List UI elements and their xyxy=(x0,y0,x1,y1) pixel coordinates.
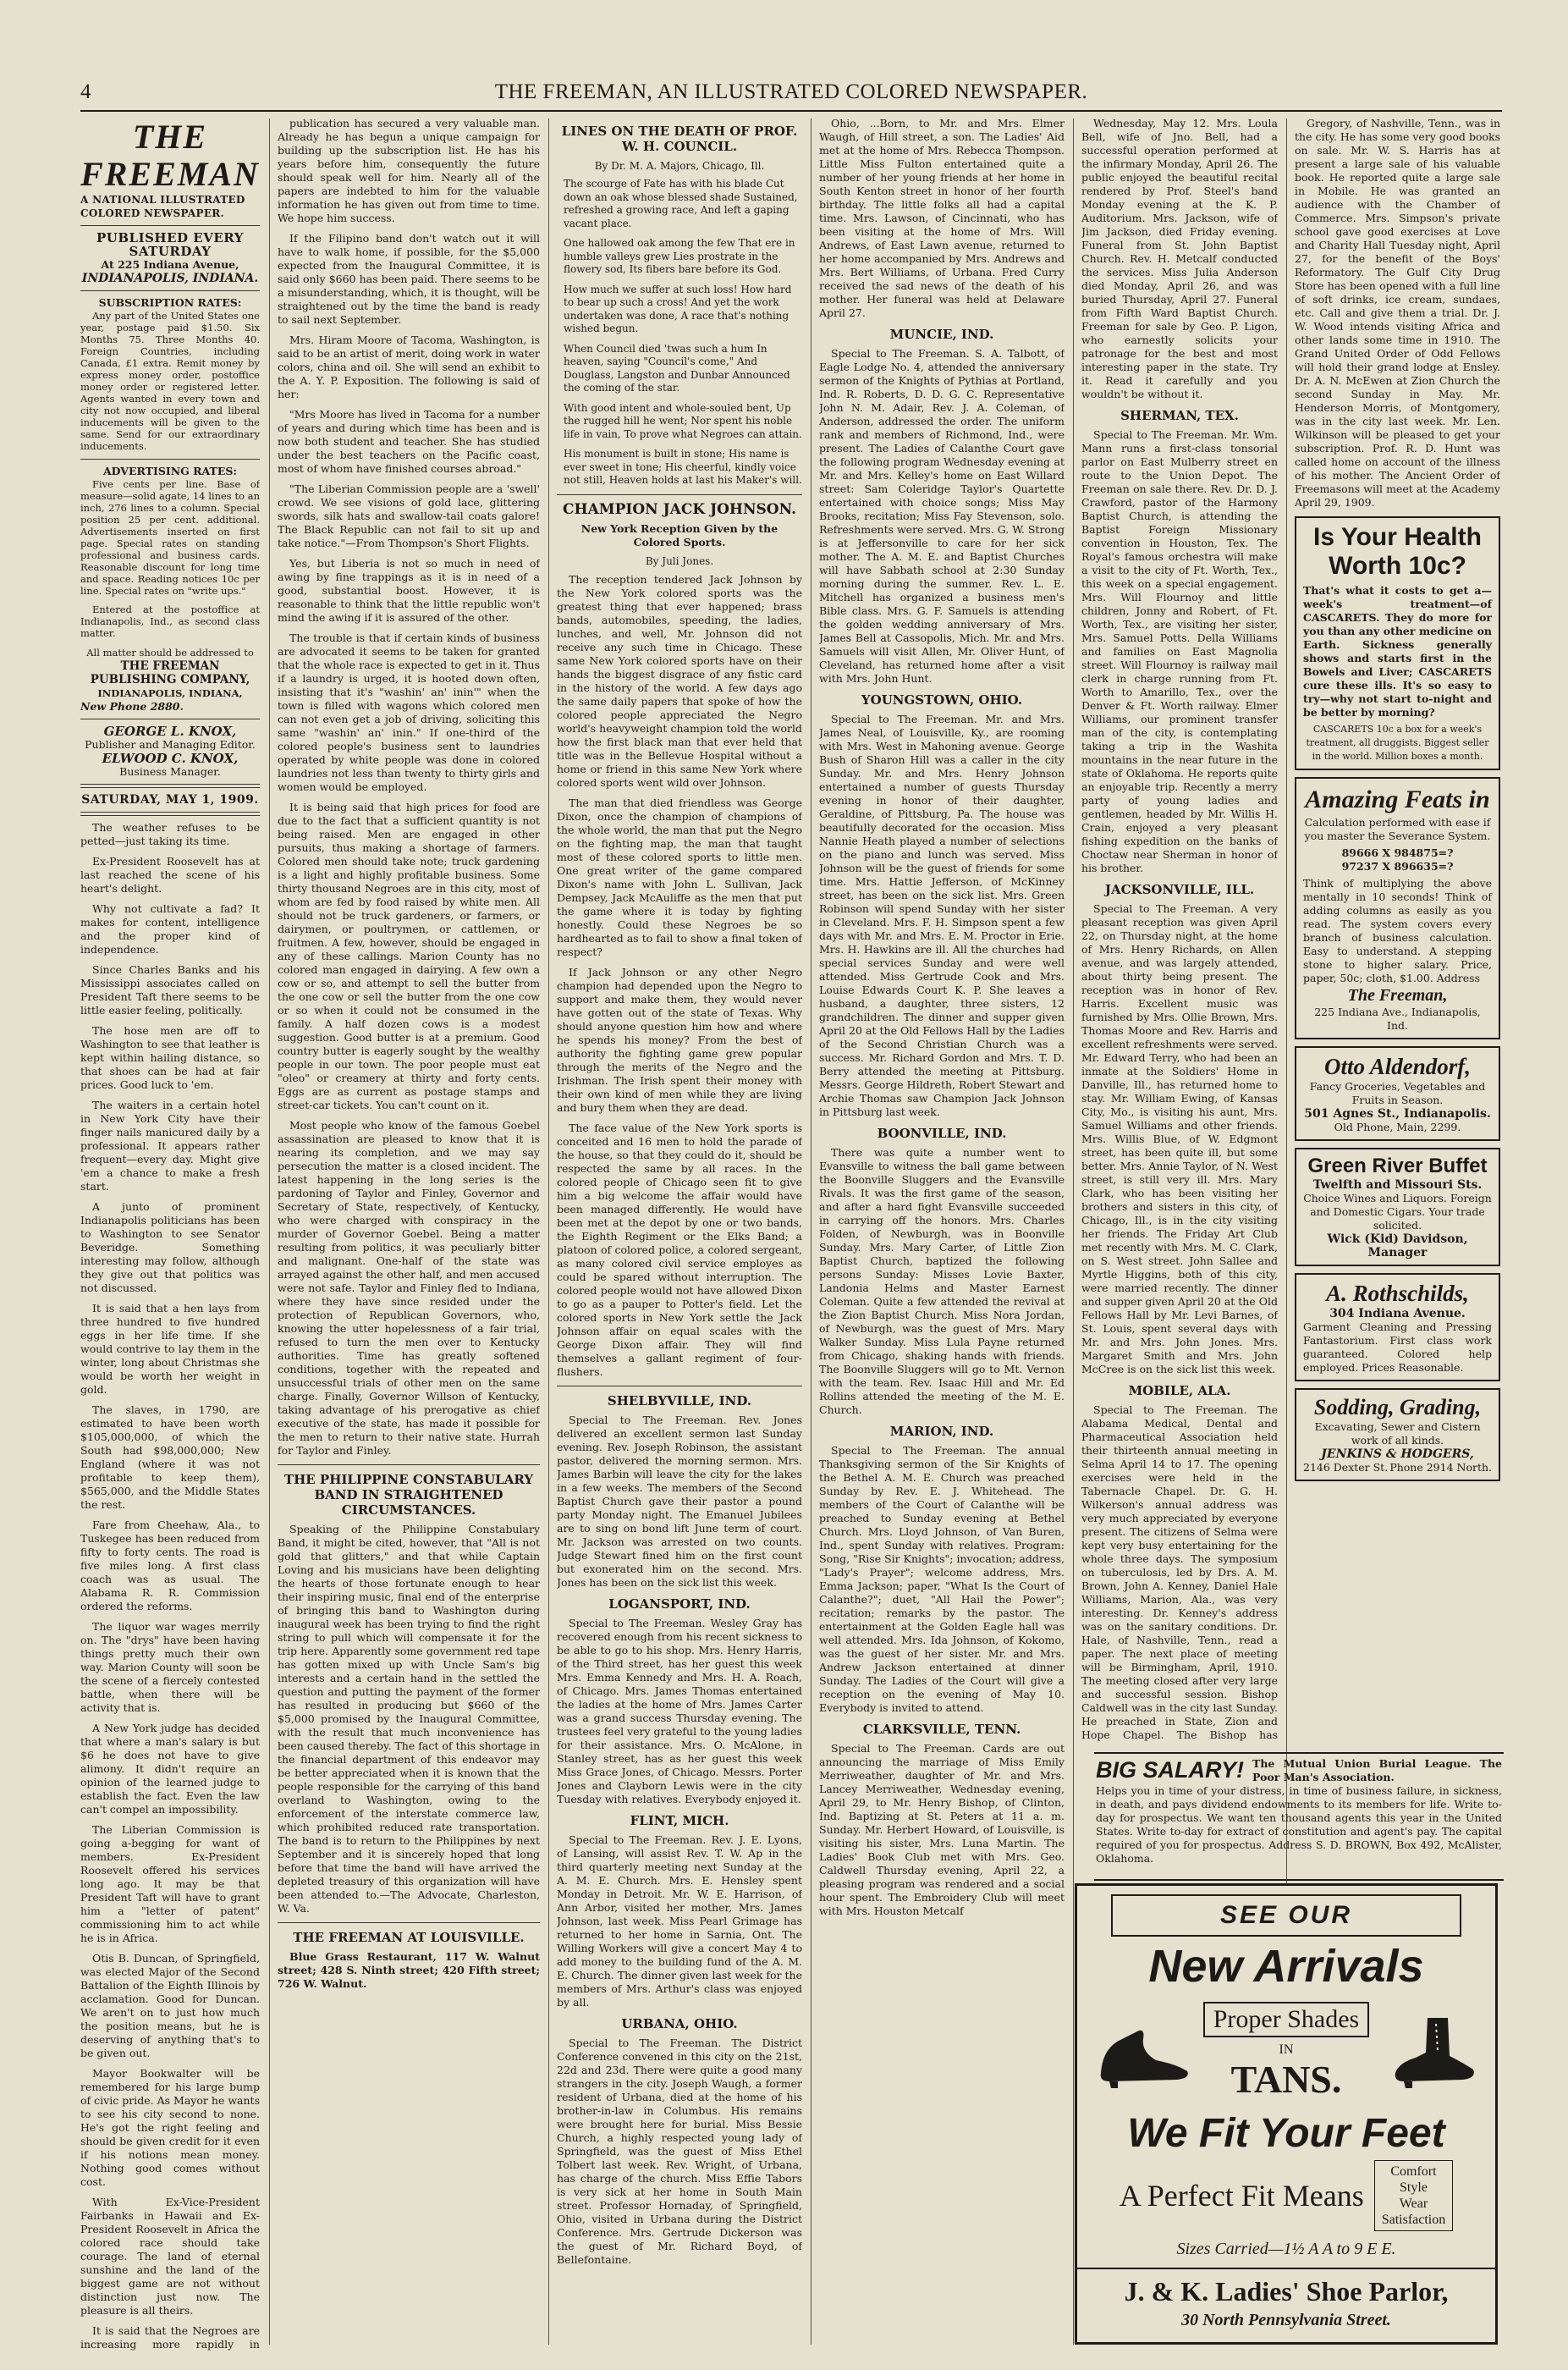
column-rule xyxy=(269,118,270,2345)
shoe-shades-line-1: Proper Shades xyxy=(1203,2002,1369,2037)
flint-headline: FLINT, MICH. xyxy=(630,1812,729,1828)
jack-johnson-headline: CHAMPION JACK JOHNSON. xyxy=(563,500,796,518)
marion-article: Special to The Freeman. The annual Thanksgiving sermon of the Sir Knights of the Bethel A. M. E. Church was preached Sunday by Rev. E. J. Whitehead. The members of the Court of Calanthe will be preached to Sunday evening at Bethel Church. Mrs. Lloyd Johnson, of Van Buren, Ind., spent Sunday with relatives. Program: Song, "Rise Sir Knights"; invocation; address, "Lady's Prayer"; welcome address, Mrs. Emma Jackson; paper, "What Is the Court of Calanthe?"; duet, "All Hail the Power"; recitation; remarks by the pastor. The entertainment at the Golden Eagle hall was well attended. Mrs. Ida Johnson, of Kokomo, was the guest of her sister. Mr. and Mrs. Andrew Jackson entertained at dinner Sunday. The Ladies of the Court will give a reception on the evening of May 10. Everybody is invited to attend. xyxy=(819,1444,1065,1714)
advertising-heading: ADVERTISING RATES: xyxy=(102,465,238,477)
column-6 xyxy=(1295,117,1500,1742)
header-rule xyxy=(80,110,1502,112)
column-4 xyxy=(819,117,1065,2351)
shoe-shades-line-2: IN xyxy=(1279,2042,1294,2057)
masthead-city: INDIANAPOLIS, INDIANA. xyxy=(81,272,259,285)
louisville-agents: Blue Grass Restaurant, 117 W. Walnut street; 428 S. Ninth street; 420 Fifth street; 726 W. Walnut. xyxy=(278,1950,540,1990)
shoe-benefits xyxy=(1374,2160,1454,2231)
buffet-name: Green River Buffet xyxy=(1307,1155,1488,1177)
masthead-name: THE FREEMAN xyxy=(80,118,260,193)
sodding-ad xyxy=(1295,1388,1500,1481)
paragraph: With Ex-Vice-President Fairbanks in Hawaii and Ex-President Roosevelt in Africa the colored race should take courage. The land of eternal sunshine and the land of the biggest game are not without distinction just now. The pleasure is all theirs. xyxy=(80,2196,260,2317)
editor-name: GEORGE L. KNOX, xyxy=(103,724,237,739)
youngstown-article: Special to The Freeman. Mr. and Mrs. James Neal, of Louisville, Ky., are rooming with Mrs. West in Mahoning avenue. George Bush of Sharon Hill was a caller in the city Sunday. Mr. and Mrs. Henry Johnson entertained a number of guests Thursday evening in honor of their daughter, Geraldine, of Pittsburg, Pa. The house was beautifully decorated for the occasion. Miss Nannie Heath played a number of selections on the piano and lunch was served. Miss Johnson will be the guest of friends for some time. Mrs. Hattie Jefferson, of McKinney street, has been on the sick list. Mrs. Green Robinson will spend Sunday with her sister in Cleveland. Mrs. F. H. Simpson spent a few days with Mr. and Mrs. E. M. Proctor in Erie. Mrs. H. Hawkins are ill. All the churches had special services Sunday and were well attended. Miss Gertrude Cook and Mrs. Louise Edwards Court K. P. She leaves a husband, a daughter, three sisters, 12 grandchildren. The dinner and supper given April 20 at the Old Fellows Hall by the Ladies of the Second Christian Church was a success. Mr. Richard Gordon and Mrs. T. D. Berry attended the meeting at Pittsburg. Messrs. George Hildreth, Robert Stewart and Archie Thomas saw Champion Jack Johnson in Pittsburg last week. xyxy=(819,713,1065,1118)
shoe-benefit: Satisfaction xyxy=(1381,2213,1446,2227)
severance-paper: The Freeman, xyxy=(1347,986,1448,1005)
shoe-icon xyxy=(1092,2014,1194,2090)
divider xyxy=(80,225,260,226)
youngstown-headline: YOUNGSTOWN, OHIO. xyxy=(861,692,1023,708)
aldendorf-ad xyxy=(1295,1046,1500,1141)
column-1 xyxy=(80,117,260,2351)
paragraph: Yes, but Liberia is not so much in need of awing by fine trappings as it is in need of a good, substantial boost. However, it is reasonable to think that the little republic won't mind the awing if it is assured of the other. xyxy=(278,557,540,624)
aldendorf-text: Fancy Groceries, Vegetables and Fruits in Season. xyxy=(1309,1080,1486,1106)
paragraph: The waiters in a certain hotel in New York City have their finger nails manicured daily by a professional. It appears rather frequent—every day. Might give 'em a chance to make a fresh start. xyxy=(80,1099,260,1193)
column-3 xyxy=(557,117,802,2351)
constabulary-headline: THE PHILIPPINE CONSTABULARY BAND IN STRAIGHTENED CIRCUMSTANCES. xyxy=(283,1472,534,1518)
shoe-fit-slogan: We Fit Your Feet xyxy=(1127,2111,1445,2156)
buffet-address: Twelfth and Missouri Sts. xyxy=(1312,1178,1483,1192)
poem-stanza: One hallowed oak among the few That ere in humble valleys grew Lies prostrate in the flowery sod, Its fibers bare before its God. xyxy=(564,237,795,275)
severance-address: 225 Indiana Ave., Indianapolis, Ind. xyxy=(1314,1006,1481,1032)
mail-note: All matter should be addressed to xyxy=(86,647,254,659)
divider xyxy=(80,459,260,460)
paragraph: Most people who know of the famous Goebel assassination are pleased to know that it is nearing its completion, and we may say persecution the matter is a closed incident. The latest happening in the long series is the pardoning of Taylor and Finley, Governor and Secretary of State, respectively, of Kentucky, who were charged with conspiracy in the murder of Governor Goebel. Being a matter resulting from politics, it was peculiarly bitter and malignant. One-half of the state was arrayed against the other half, and men accused were not safe. Taylor and Finley fled to Indiana, where they have since resided under the protection of Republican Governors, who, knowing the utter hopelessness of a fair trial, refused to turn the men over to Kentucky authorities. Time has greatly softened conditions, together with the repeated and unsuccessful trials of other men on the same charge. Finally, Governor Willson of Kentucky, taking advantage of his prerogative as chief executive of the state, has made it possible for the men to return to their native state. Hurrah for Taylor and Finley. xyxy=(278,1119,540,1457)
shoe-illustration-row xyxy=(1077,1992,1495,2111)
column-5 xyxy=(1081,117,1278,1742)
aldendorf-address: 501 Agnes St., Indianapolis. xyxy=(1304,1107,1491,1121)
column-rule xyxy=(811,118,812,2345)
mobile-article: Special to The Freeman. The Alabama Medical, Dental and Pharmaceutical Association held their thirteenth annual meeting in Selma April 14 to 17. The opening exercises were held in the Tabernacle Chapel. Dr. G. H. Wilkerson's annual address was very much appreciated by everyone present. The citizens of Selma were kept very busy entertaining for the whole three days. The symposium on tuberculosis, led by Drs. A. M. Brown, John A. Kenney, Daniel Hale Williams, Marion, Ala., was very interesting. Dr. Kenney's address was on the sanitary conditions. Dr. Hale, of Nashville, Tenn., read a paper. The next place of meeting will be Birmingham, April, 1910. The meeting closed after very large and successful session. Bishop Caldwell was in the city last Sunday. He preached in State, Zion and Hope Chapel. The Bishop has xyxy=(1081,1403,1278,1741)
buffet-ad xyxy=(1295,1148,1500,1266)
shelbyville-headline: SHELBYVILLE, IND. xyxy=(607,1392,752,1408)
paragraph: The reception tendered Jack Johnson by the New York colored sports was the greatest thing that ever happened; brass bands, automobiles, speeding, the ladies, lunches, and well, Mr. Johnson did not receive any such time in Chicago. These same New York colored sports have on their hands the biggest disgrace of any fistic card in the history of the world. A few days ago the same daily papers that spoke of how the colored people appreciated the Negro world's heavyweight champion told the world how the first black man that ever held that title was in the Bellevue Hospital without a home or friend in this same New York where colored sports went wild over Johnson. xyxy=(557,572,802,789)
paragraph: It is said that a hen lays from three hundred to five hundred eggs in her life time. If she would contrive to lay them in the winter, long about Christmas she would be worth her weight in gold. xyxy=(80,1302,260,1396)
paragraph: The hose men are off to Washington to see that leather is kept within hailing distance, so that shoes can be had at fair prices. Good luck to 'em. xyxy=(80,1024,260,1091)
divider xyxy=(80,784,260,788)
clarksville-article: Special to The Freeman. Cards are out announcing the marriage of Miss Emily Merriweather, daughter of Mr. and Mrs. Lancey Merriweather, Wednesday evening, April 29, to Mr. Henry Bishop, of Clinton, Ind. Baptizing at St. Peters at 11 a. m. Sunday. Mr. Herbert Howard, of Louisville, is visiting his sister, Mrs. Luna Martin. The Ladies' Book Club met with Mrs. Geo. Caldwell Thursday evening, April 22, a pleasing program was rendered and a social hour spent. The Embroidery Club will meet with Mrs. Houston Metcalf xyxy=(819,1742,1065,1917)
poem-stanza: With good intent and whole-souled bent, Up the rugged hill he went; Nor spent his noble life in vain, To prove what Negroes can attain. xyxy=(564,401,802,440)
salary-ad xyxy=(1094,1752,1504,1881)
shoe-shades xyxy=(1203,2002,1369,2102)
boonville-article: There was quite a number went to Evansville to witness the ball game between the Boonville Sluggers and the Evansville Rivals. It was the first game of the season, and after a hard fight Evansville succeeded in carrying off the honors. Mrs. Charles Folden, of Newburgh, was in Boonville Sunday. Mrs. Mary Carter, of Little Zion Baptist Church, baptized the following persons Sunday: Misses Lovie Baxter, Landonia Helms and Master Earnest Coleman. Quite a few attended the revival at the Zion Baptist Church. Miss Nora Jordan, of Newburgh, was the guest of Mrs. Mary Walker Sunday. Miss Lula Payne returned from Chicago, shaking hands with friends. The Boonville Sluggers will go to Mt. Vernon with the team. Rev. Isaac Hill and Mr. Ed Rollins attended the meeting of the M. E. Church. xyxy=(819,1146,1065,1416)
cascarets-ad xyxy=(1295,516,1500,770)
paragraph: Mayor Bookwalter will be remembered for his large bump of civic pride. As Mayor he wants to see his city second to none. He's got the right feeling and should be given credit for it even if his notions mean money. Nothing good comes without cost. xyxy=(80,2067,260,2188)
divider xyxy=(557,494,802,495)
page-number: 4 xyxy=(80,80,91,103)
paragraph: It is being said that high prices for food are due to the fact that a sufficient quantity is not being raised. Men are engaged in other pursuits, thus making a shortage of farmers. Colored men should take note; truck gardening is a light and highly profitable business. Some thirty thousand Negroes are in this city, most of whom are fed by food raised by white men. All should not be truck gardeners, or farmers, or dairymen, or poultrymen, or cattlemen, or fruitmen. A few, however, should be engaged in any of these callings. Marion County has no colored man engaged in dairying. A few own a cow or so, and attempt to sell the butter from the one cow or sell the butter from the one cow or so when it could not be consumed in the family. A half dozen cows is a modest suggestion. Good butter is at a premium. Good country butter is eagerly sought by the wealthy people in our town. The poor people must eat "oleo" or creamery at thirty and forty cents. Eggs are as current as postage stamps and street-car tickets. You can't count on it. xyxy=(278,801,540,1111)
company-phone: New Phone 2880. xyxy=(80,700,184,713)
published-line: PUBLISHED EVERY SATURDAY xyxy=(96,230,244,259)
column-rule xyxy=(548,118,549,2345)
paragraph: Otis B. Duncan, of Springfield, was elected Major of the Second Battalion of the Eighth Illinois by acclamation. Good for Duncan. We aren't on to just how much the position means, but he is deserving of anything that's to be given out. xyxy=(80,1952,260,2059)
urbana-headline: URBANA, OHIO. xyxy=(621,2015,738,2031)
muncie-headline: MUNCIE, IND. xyxy=(889,327,994,342)
column-2 xyxy=(278,117,540,2351)
paragraph: "Mrs Moore has lived in Tacoma for a number of years and during which time has been and is now both student and teacher. She has studied under the best teachers on the Pacific coast, most of whom have finished courses abroad." xyxy=(278,408,540,475)
rothschild-text: Garment Cleaning and Pressing Fantastorium. First class work guaranteed. Colored help employed. Prices Reasonable. xyxy=(1303,1320,1492,1374)
logansport-article: Special to The Freeman. Wesley Gray has recovered enough from his recent sickness to be able to go to his shop. Mrs. Henry Harris, of the Third street, has her guest this week Mrs. Emma Kennedy and Mrs. H. A. Roach, of Chicago. Mrs. James Thomas entertained the ladies at the home of Mrs. James Carter was a grand success Thursday evening. The trustees feel very grateful to the young ladies for their assistance. Mrs. O. McAlone, in Stanley street, has as her guest this week Miss Grace Jones, of Chicago. Messrs. Porter Jones and Clayborn Lewis were in the city Tuesday with relatives. Everybody enjoyed it. xyxy=(557,1616,802,1805)
running-head xyxy=(80,78,1502,107)
column-rule xyxy=(1073,118,1074,2345)
shoe-perfect-text: A Perfect Fit Means xyxy=(1119,2179,1364,2213)
shelbyville-article: Special to The Freeman. Rev. Jones delivered an excellent sermon last Sunday evening. Rev. Joseph Robinson, the assistant pastor, delivered the morning sermon. Mrs. James Barbin will leave the city for the lakes in a few weeks. The members of the Second Baptist Church gave their pastor a pound party Monday night. The Emanuel Jubilees are to sing on bond lift June term of court. Mr. Jackson was arrested on two counts. Judge Stewart fined him on the first count but exonerated him on the second. Mrs. Jones has been on the sick list this week. xyxy=(557,1413,802,1589)
shoe-shades-line-3: TANS. xyxy=(1230,2058,1342,2101)
poem-byline: By Dr. M. A. Majors, Chicago, Ill. xyxy=(594,160,765,172)
paragraph: Mrs. Hiram Moore of Tacoma, Washington, is said to be an artist of merit, doing work in water colors, china and oil. She will send an exhibit to the A. Y. P. Exposition. The following is said of her: xyxy=(278,333,540,400)
advertising-text: Five cents per line. Base of measure—solid agate, 14 lines to an inch, 276 lines to a column. Special position 25 per cent. additional. Advertisements inserted on first page. Special rates on standing professional and business cards. Reasonable discount for long time and space. Reading notices 10c per line. Special rates on "write ups." xyxy=(80,478,260,597)
poem-stanza: When Council died 'twas such a hum In heaven, saying "Council's come," And Douglass, Langston and Dunbar Announced the coming of the star. xyxy=(564,342,790,394)
shoe-headline: New Arrivals xyxy=(1148,1941,1424,1992)
paragraph: Since Charles Banks and his Mississippi associates called on President Taft there seems to be little easier feeling, politically. xyxy=(80,963,260,1017)
paragraph: The trouble is that if certain kinds of business are advocated it seems to be taken for granted that the whole race is expected to get in it. Thus if a laundry is urged, it is hooted down often, insisting that it's "washin' an' inin'" when the town is filled with wagons which colored men can not even get a job of driving, soliciting this same "washin' an' inin." If one-third of the colored people's business sent to laundries operated by white people was done in colored laundries not less than twenty to thirty girls and women would be employed. xyxy=(278,631,540,793)
paragraph: A New York judge has decided that where a man's salary is but $6 he does not have to give alimony. It didn't require an opinion of the learned judge to establish the fact. Even the law can't compel an impossibility. xyxy=(80,1722,260,1816)
severance-subtitle: Calculation performed with ease if you master the Severance System. xyxy=(1304,816,1491,842)
manager-name: ELWOOD C. KNOX, xyxy=(102,751,239,766)
paragraph: It is said that the Negroes are increasing more rapidly in xyxy=(80,2324,260,2351)
company-name: THE FREEMAN PUBLISHING COMPANY, xyxy=(90,659,250,686)
poem-stanza: The scourge of Fate has with his blade Cut down an oak whose blessed shade Sustained, refreshed a growing race, And left a gaping vacant place. xyxy=(564,178,798,229)
logansport-headline: LOGANSPORT, IND. xyxy=(608,1596,751,1612)
urbana-article: Special to The Freeman. The District Conference convened in this city on the 21st, 22d and 23d. There were quite a good many strangers in the city. Joseph Waugh, a former resident of Urbana, died at the home of his brother-in-law in Columbus. His remains were brought here for burial. Miss Bessie Church, a highly respected young lady of Springfield, was the guest of Miss Ethel Tolbert last week. Rev. Wright, of Urbana, has charge of the church. Miss Effie Tabors is very sick at her home in South Main street. Professor Hornaday, of Springfield, Ohio, visited in Urbana during the District Conference. Mrs. Gertrude Dickerson was the guest of Mr. Richard Boyd, of Bellefontaine. xyxy=(557,2036,802,2266)
divider xyxy=(278,1464,540,1465)
urbana-article-continued: Ohio, ...Born, to Mr. and Mrs. Elmer Waugh, of Hill street, a son. The Ladies' Aid met at the home of Mrs. Rebecca Thompson. Little Miss Fulton entertained quite a number of her young friends at her home in South Kenton street in honor of her fourth birthday. The little folks all had a capital time. Mrs. Lawson, of Cincinnati, who has been visiting at the home of Mrs. Will Andrews, of East Lawn avenue, returned to her home accompanied by Mrs. Andrews and Mrs. Bert Williams, of Urbana. Fred Curry received the sad news of the death of his mother. Her funeral was held at Delaware April 27. xyxy=(819,117,1065,319)
flint-article: Special to The Freeman. Rev. J. E. Lyons, of Lansing, will assist Rev. T. W. Ap in the third quarterly meeting next Sunday at the A. M. E. Church. Mrs. E. Hensley spent Monday in Detroit. Mr. W. E. Harrison, of Ann Arbor, visited her mother, Mrs. James Johnson, last week. Miss Pearl Grimage has returned to her home in Sarnia, Ont. The Willing Workers will give a concert May 4 to add money to the building fund of the A. M. E. Church. The dinner given last week for the members of Mrs. Arthur's class was enjoyed by all. xyxy=(557,1833,802,2009)
shoe-sizes: Sizes Carried—1½ A A to 9 E E. xyxy=(1176,2240,1396,2258)
salary-organization: The Mutual Union Burial League. The Poor Man's Association. xyxy=(1252,1757,1502,1783)
issue-date: SATURDAY, MAY 1, 1909. xyxy=(81,793,259,807)
paragraph: If the Filipino band don't watch out it will have to walk home, if possible, for the $5,000 expected from the Inaugural Committee, it is said only $660 has been paid. There seems to be a misunderstanding, which, it is thought, will be straightened out by the time the band is ready to sail next September. xyxy=(278,232,540,326)
mobile-headline: MOBILE, ALA. xyxy=(1128,1383,1231,1398)
cascarets-headline: Is Your Health Worth 10c? xyxy=(1313,523,1482,580)
jack-johnson-article xyxy=(557,573,802,1379)
sodding-contact xyxy=(1303,1461,1492,1474)
sodding-text: Excavating, Sewer and Cistern work of all kinds. xyxy=(1314,1420,1481,1447)
constabulary-article xyxy=(278,1523,540,1915)
masthead-address: At 225 Indiana Avenue, xyxy=(101,258,239,271)
paragraph: "The Liberian Commission people are a 'swell' crowd. We see visions of gold lace, glittering swords, silk hats and swallow-tail coats galore! The Black Republic can not fail to sit up and take notice."—From Thompson's Short Flights. xyxy=(278,482,540,549)
masthead-subtitle: A NATIONAL ILLUSTRATED COLORED NEWSPAPER. xyxy=(80,194,245,219)
severance-headline: Amazing Feats in xyxy=(1305,785,1490,813)
jacksonville-article: Special to The Freeman. A very pleasant reception was given April 22, on Thursday night, at the home of Mrs. Henry Richards, on Allen avenue, and was largely attended, about thirty being present. The reception was in honor of Rev. Harris. Excellent music was furnished by Mrs. Ollie Brown, Mrs. Thomas Moore and Rev. Harris and excellent refreshments were served. Mr. Edward Terry, who had been an inmate at the Soldiers' Home in Danville, Ill., has returned home to stay. Mr. William Ewing, of Kansas City, Mo., is visiting his aunt, Mrs. Samuel Williams and other friends. Mrs. Willis Blue, of W. Edgmont street, has been quite ill, but some better. Mrs. Annie Taylor, of N. West street, is still very ill. Mrs. Mary Clark, who has been visiting her brothers and sisters in this city, of Chicago, Ill., is in the city visiting her friends. The Friday Art Club met recently with Mrs. M. C. Clark, on S. West street. John Sallee and Myrtle Higgins, both of this city, were married recently. The dinner and supper given April 20 at the Old Fellows Hall by Mr. Levi Barnes, of St. Louis, spent several days with Mr. and Mrs. John Jones. Mrs. Margaret Smith and Mrs. John McCree is on the sick list this week. xyxy=(1081,902,1278,1375)
louisville-headline: THE FREEMAN AT LOUISVILLE. xyxy=(293,1930,525,1945)
boot-icon xyxy=(1378,2014,1480,2090)
shoe-parlor-ad xyxy=(1075,1883,1498,2345)
mobile-article-continued: Gregory, of Nashville, Tenn., was in the city. He has some very good books on sale. Mr. W. S. Harris has at present a large sale of his valuable book. He reported quite a large sale in Mobile. He was granted an audience with the Chamber of Commerce. Mrs. Simpson's private school gave good exercises at Love and Charity Hall Tuesday night, April 27, for the benefit of the Boys' Reformatory. The Gulf City Drug Store has been opened with a full line of soft drinks, ice cream, sundaes, etc. Call and give them a trial. Dr. J. W. Wood intends visiting Africa and other lands some time in 1910. The Grand United Order of Odd Fellows will hold their grand lodge at Ensley. Dr. A. N. McEwen at Zion Church the second Sunday in May. Mr. Henderson Morris, of Montgomery, was in the city last week. Mr. Len. Wilkinson will be pleased to get your subscription. Prof. R. D. Hunt was called home on account of the illness of his mother. The Ancient Order of Freemasons will meet at the Academy April 29, 1909. xyxy=(1295,117,1500,509)
sherman-article: Special to The Freeman. Mr. Wm. Mann runs a first-class tonsorial parlor on East Mulberry street en route to the Union Depot. The Freeman on sale there. Rev. Dr. D. J. Crawford, pastor of the Harmony Baptist Church, is attending the Baptist Foreign Missionary convention in Houston, Tex. The Royal's famous orchestra will make a visit to the city of Ft. Worth, Tex., this week on a special engagement. Mrs. Will Flournoy and little children, Jonny and Robert, of Ft. Worth, Tex., are visiting her sister, Mrs. Samuel Potts. Della Williams and families on East Magnolia street. Will Flournoy is railway mail clerk in charge running from Ft. Worth to Amarillo, Tex., over the Denver & Ft. Worth railway. Elmer Williams, our prominent transfer man of the city, is contemplating taking a trip in the Washita mountains in the near future in the state of Oklahoma. He reports quite an enjoyable trip. Recently a merry party of young ladies and gentlemen, headed by Mr. Willis H. Crain, enjoyed a very pleasant fishing expedition on the banks of Choctaw near Sherman in honor of his brother. xyxy=(1081,428,1278,874)
poem xyxy=(557,178,802,488)
clarksville-headline: CLARKSVILLE, TENN. xyxy=(862,1722,1021,1737)
shoe-banner: SEE OUR xyxy=(1111,1894,1461,1937)
entered-notice: Entered at the postoffice at Indianapolis, Ind., as second class matter. xyxy=(80,604,260,639)
paragraph: Ex-President Roosevelt has at last reached the scene of his heart's delight. xyxy=(80,855,260,895)
paragraph: The weather refuses to be petted—just taking its time. xyxy=(80,821,260,847)
paragraph: If Jack Johnson or any other Negro champion had depended upon the Negro to support and make them, they would never have gotten out of the state of Texas. Why should anyone question him how and where he spends his money? From the best of authority the fighting game grew popular through the merits of the Negro and the Irishman. The Irish spent their money with their own kind of men while they are living and bury them when they are dead. xyxy=(557,965,802,1114)
jack-johnson-subhead: New York Reception Given by the Colored Sports. xyxy=(580,521,778,548)
buffet-text: Choice Wines and Liquors. Foreign and Domestic Cigars. Your trade solicited. xyxy=(1303,1192,1492,1232)
shoe-store-name: J. & K. Ladies' Shoe Parlor, xyxy=(1077,2268,1495,2307)
aldendorf-phone: Old Phone, Main, 2299. xyxy=(1334,1121,1461,1133)
divider xyxy=(80,290,260,291)
buffet-manager: Wick (Kid) Davidson, Manager xyxy=(1327,1232,1468,1259)
paragraph: The liquor war wages merrily on. The "drys" have been having things pretty much their own way. Marion County will soon be the scene of a fiercely contested battle, when there will be activity that is. xyxy=(80,1620,260,1714)
paragraph: A junto of prominent Indianapolis politicians has been to Washington to see Senator Beveridge. Something interesting may follow, although they give out that politics was not discussed. xyxy=(80,1200,260,1294)
sodding-firm: JENKINS & HODGERS, xyxy=(1321,1447,1474,1461)
aldendorf-name: Otto Aldendorf, xyxy=(1323,1054,1471,1079)
jacksonville-headline: JACKSONVILLE, ILL. xyxy=(1104,882,1255,897)
shoe-benefit: Style xyxy=(1400,2180,1428,2195)
poem-headline: LINES ON THE DEATH OF PROF. W. H. COUNCIL. xyxy=(561,124,798,154)
editorial-notes xyxy=(278,117,540,1458)
salary-text: Helps you in time of your distress, in time of business failure, in sickness, in death, and pays dividend endowments to its members for life. Write to-day for prospectus. We want ten thousand agents this year in the United States. Write to-day for extract of constitution and agent's pay. The capital required of you for prospectus. Address S. D. BROWN, Box 492, McAlister, Oklahoma. xyxy=(1096,1784,1502,1865)
rothschild-ad xyxy=(1295,1273,1500,1381)
paragraph: The face value of the New York sports is conceited and 16 men to hold the parade of the house, so that they could do it, should be respected the same by all races. In the colored people of Chicago seen fit to give him a big welcome the affair would have been managed differently. He would have been met at the depot by one or two bands, the Eighth Regiment or the Elks Band; a platoon of colored police, a colored sergeant, as many colored civil service employes as could be spared without interruption. The colored people would not have allowed Dixon to go as a pauper to Potter's field. Let the colored sports in New York settle the Jack Johnson affair on equal scales with the George Dixon affair. They will find themselves a gallant regiment of four-flushers. xyxy=(557,1121,802,1378)
sodding-name: Sodding, Grading, xyxy=(1313,1395,1482,1419)
shoe-benefit: Comfort xyxy=(1390,2164,1437,2179)
shoe-perfect-fit xyxy=(1077,2160,1495,2231)
paragraph: publication has secured a very valuable man. Already he has begun a unique campaign for building up the subscription list. He has his years before him, consequently the future should speak well for him. Nearly all of the papers are indebted to him for the valuable information he has given out from time to time. We hope him success. xyxy=(278,117,540,224)
rothschild-address: 304 Indiana Avenue. xyxy=(1329,1307,1466,1320)
rothschild-name: A. Rothschilds, xyxy=(1326,1281,1469,1306)
running-title: THE FREEMAN, AN ILLUSTRATED COLORED NEWSPAPER. xyxy=(494,80,1088,103)
sodding-phone: Phone 2914 North. xyxy=(1389,1461,1492,1474)
paragraph: Why not cultivate a fad? It makes for content, intelligence and the proper kind of independence. xyxy=(80,902,260,956)
editor-title: Publisher and Managing Editor. xyxy=(85,738,256,751)
editorial-notes xyxy=(80,821,260,2351)
clarksville-article-continued: Wednesday, May 12. Mrs. Loula Bell, wife of Jno. Bell, had a successful operation performed at the infirmary Monday, April 26. The public enjoyed the beautiful recital rendered by Prof. Steel's band Monday evening at the K. P. Auditorium. Mrs. Jackson, wife of Jim Jackson, died Friday evening. Funeral from St. John Baptist Church. Rev. H. Metcalf conducted the services. Miss Julia Anderson died Monday, April 26, and was buried Thursday, April 27. Funeral from Fifth Ward Baptist Church. Freeman for sale by Geo. P. Ligon, who earnestly solicits your patronage for the best and most interesting paper in the state. Try it. Read it carefully and you wouldn't be without it. xyxy=(1081,117,1278,400)
severance-text: Think of multiplying the above mentally in 10 seconds! Think of adding columns as easily as you read. The system covers every branch of business calculation. Easy to understand. A stepping stone to higher salary. Price, paper, 50c; cloth, $1.00. Address xyxy=(1303,877,1492,984)
muncie-article: Special to The Freeman. S. A. Talbott, of Eagle Lodge No. 4, attended the anniversary sermon of the Knights of Pythias at Portland, Ind. R. Roberts, D. D. G. C. Representative John N. M. Adair, Rev. J. A. Coleman, of Anderson, addressed the order. The uniform rank and members of Richmond, Ind., were present. The Ladies of Calanthe Court gave the following program Wednesday evening at Mr. and Mrs. Kelley's home on East Willard street: Sam Coleridge Taylor's Quartette entertained with choice songs; Miss May Brooks, recitation; Miss Fay Stevenson, solo. Refreshments were served. Mrs. G. W. Strong is at Jeffersonville to care for her sick mother. The A. M. E. and Baptist Churches will have Sabbath school at 2:30 Sunday morning during the summer. Rev. L. E. Mitchell has organized a business men's Bible class. Mrs. G. F. Samuels is attending the golden wedding anniversary of Mrs. James Bell at Cassopolis, Mich. Mr. and Mrs. Samuels will visit Allen, Mr. Oliver Hunt, of Cleveland, has returned home after a visit with Mrs. John Hunt. xyxy=(819,347,1065,685)
severance-ad xyxy=(1295,777,1500,1039)
paragraph: The man that died friendless was George Dixon, once the champion of champions of the whole world, the man that put the Negro on the fighting map, the man that taught most of these colored sports to little men. One great writer of the game compared Dixon's name with John L. Sullivan, Jack Dempsey, Jack McAuliffe as the men that put the game where it is today by fighting honestly. Could these Negroes be so hardhearted as to fail to show a final token of respect? xyxy=(557,796,802,958)
marion-headline: MARION, IND. xyxy=(889,1424,994,1439)
manager-title: Business Manager. xyxy=(119,765,221,778)
paragraph: The Liberian Commission is going a-begging for want of members. Ex-President Roosevelt offered his services long ago. It may be that President Taft will have to grant him a "letter of patent" commissioning him to act while he is in Africa. xyxy=(80,1823,260,1944)
sodding-address: 2146 Dexter St. xyxy=(1303,1461,1389,1474)
paragraph: The slaves, in 1790, are estimated to have been worth $105,000,000, of which the South had $98,000,000; New England (where it was not profitable to keep them), $565,000, and the Middle States the rest. xyxy=(80,1403,260,1511)
divider xyxy=(278,1922,540,1923)
sherman-headline: SHERMAN, TEX. xyxy=(1120,408,1239,423)
severance-problem-2: 97237 X 896635=? xyxy=(1341,860,1454,873)
subscription-heading: SUBSCRIPTION RATES: xyxy=(98,296,242,309)
boonville-headline: BOONVILLE, IND. xyxy=(877,1126,1007,1141)
cascarets-text: That's what it costs to get a—week's treatment—of CASCARETS. They do more for you than any other medicine on Earth. Sickness generally shows and starts first in the Bowels and Liver; CASCARETS cure these ills. It's so easy to try—why not start to-night and be better by morning? xyxy=(1303,584,1492,719)
shoe-store-address: 30 North Pennsylvania Street. xyxy=(1181,2311,1391,2329)
paragraph: Fare from Cheehaw, Ala., to Tuskegee has been reduced from fifty to forty cents. The road is five miles long. A first class coach was as usual. The Alabama R. R. Commission ordered the reforms. xyxy=(80,1518,260,1612)
company-city: INDIANAPOLIS, INDIANA, xyxy=(97,687,243,699)
cascarets-footer: CASCARETS 10c a box for a week's treatment, all druggists. Biggest seller in the world. Million boxes a month. xyxy=(1306,724,1489,762)
salary-headline: BIG SALARY! xyxy=(1096,1757,1245,1783)
poem-stanza: How much we suffer at such loss! How hard to bear up such a cross! And yet the work undertaken was done, A race that's nothing wished begun. xyxy=(564,283,792,334)
subscription-text: Any part of the United States one year, postage paid $1.50. Six Months 75. Three Months 40. Foreign Countries, including Canada, £1 extra. Remit money by express money order, postoffice money order or registered letter. Agents wanted in every town and city not now occupied, and liberal inducements will be given to the same. Send for our extraordinary inducements. xyxy=(80,310,260,452)
jack-johnson-byline: By Juli Jones. xyxy=(645,554,714,567)
shoe-benefit: Wear xyxy=(1399,2196,1428,2211)
paragraph: Speaking of the Philippine Constabulary Band, it might be cited, however, that "All is not gold that glitters," and that while Captain Loving and his musicians have been delighting the hearts of those fortunate enough to hear their inspiring music, final end of the enterprise of bringing this band to Washington during inaugural week has been trying to find the right string to pull which will compensate it for the trip here. Apparently some government red tape has gotten mixed up with Uncle Sam's big interests and a certain hand in the settled the question and putting the payment of the former has resulted in producing but $660 of the $5,000 promised by the Inaugural Committee, with the result that much inconvenience has been caused thereby. The fact of this shortage in the financial department of this endeavor may be better appreciated when it is known that the people responsible for the carrying of this band overland to Washington, owing to the enforcement of the interstate commerce law, which prohibited reduced rate transportation. The band is to return to the Philippines by next September and it is sincerely hoped that long before that time the band will have arrived the depleted treasury of this organization will have been attended to.—The Advocate, Charleston, W. Va. xyxy=(278,1523,540,1915)
poem-stanza: His monument is built in stone; His name is ever sweet in tone; His cheerful, kindly voice not still, Heaven holds at last his Maker's will. xyxy=(564,448,802,486)
divider xyxy=(80,812,260,816)
severance-problem-1: 89666 X 984875=? xyxy=(1341,846,1454,859)
